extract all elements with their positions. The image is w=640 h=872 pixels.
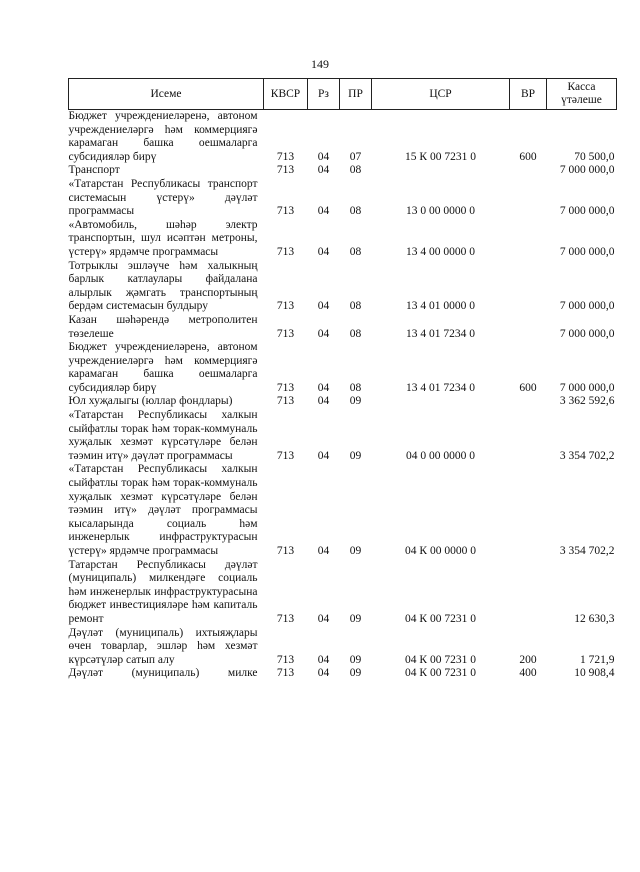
col-header-pr: ПР: [340, 79, 372, 110]
row-pr: 08: [349, 205, 362, 218]
row-rz: 04: [317, 653, 330, 666]
row-kvsr: 713: [276, 327, 295, 340]
row-pr: 08: [349, 245, 362, 258]
row-csr: 13 4 01 7234 0: [406, 381, 475, 394]
row-name: Транспорт: [68, 164, 120, 177]
row-name: Тотрыклы эшләүче һәм халыкның барлык катлаулары файдалана алырлык җәмгать транспортының бердәм системасын булдыру: [68, 259, 258, 313]
col-header-csr: ЦСР: [372, 79, 510, 110]
budget-table: [68, 78, 617, 681]
row-name: Дәүләт (муниципаль) ихтыяҗлары өчен товарлар, эшләр һәм хезмәт күрсәтүләр сатып алу: [68, 626, 258, 666]
row-csr: [372, 395, 510, 409]
row-csr: 04 0 00 0000 0: [406, 449, 475, 462]
row-csr: [372, 164, 510, 178]
table-row: [69, 559, 617, 627]
row-csr: 04 К 00 0000 0: [405, 545, 476, 557]
row-amount: 3 354 702,2: [559, 449, 615, 462]
row-pr: 09: [349, 545, 362, 557]
row-vr: 400: [519, 667, 537, 680]
table-row: [69, 314, 617, 341]
row-vr: [510, 178, 547, 219]
row-csr: 13 0 00 0000 0: [406, 205, 475, 218]
row-name: Юл хуҗалыгы (юллар фондлары): [68, 395, 233, 408]
row-kvsr: 713: [276, 667, 295, 680]
row-kvsr: 713: [276, 653, 295, 666]
row-amount: 3 354 702,2: [559, 545, 615, 557]
row-rz: 04: [317, 381, 330, 394]
row-rz: 04: [317, 545, 330, 557]
row-name: Дәүләт (муниципаль) милке: [68, 667, 258, 680]
row-vr: [510, 559, 547, 627]
table-row: [69, 395, 617, 409]
row-vr: 600: [519, 150, 537, 163]
table-row: [69, 463, 617, 558]
row-vr: [510, 164, 547, 178]
table-row: [69, 341, 617, 395]
col-header-rz: Рз: [308, 79, 340, 110]
row-vr: [510, 314, 547, 341]
row-pr: 09: [349, 449, 362, 462]
row-name: Казан шәһәрендә метрополитен төзелеше: [68, 313, 258, 340]
row-vr: [510, 409, 547, 463]
row-rz: 04: [317, 395, 330, 408]
row-pr: 09: [349, 667, 362, 680]
row-pr: 09: [349, 612, 362, 625]
row-rz: 04: [317, 205, 330, 218]
row-name: Бюджет учреждениеләренә, автоном учреждениеләргә һәм коммерциягә карамаган башка оешмаларга субсидияләр бирү: [68, 341, 258, 394]
row-vr: 600: [519, 381, 537, 394]
col-header-name: Исеме: [69, 79, 264, 110]
row-pr: 08: [349, 327, 362, 340]
row-rz: 04: [317, 612, 330, 625]
row-kvsr: 713: [276, 300, 295, 313]
row-amount: 7 000 000,0: [559, 381, 615, 394]
table-row: [69, 178, 617, 219]
row-csr: 13 4 01 7234 0: [406, 327, 475, 340]
table-row: [69, 409, 617, 463]
row-rz: 04: [317, 667, 330, 680]
row-vr: [510, 260, 547, 314]
row-kvsr: 713: [276, 150, 295, 163]
row-amount: 7 000 000,0: [559, 300, 615, 313]
row-amount: 10 908,4: [574, 667, 615, 680]
row-rz: 04: [317, 327, 330, 340]
row-csr: 04 К 00 7231 0: [405, 612, 476, 625]
row-vr: [510, 219, 547, 260]
row-vr: 200: [519, 653, 537, 666]
row-kvsr: 713: [276, 449, 295, 462]
page-number: 149: [311, 57, 329, 71]
row-csr: 13 4 00 0000 0: [406, 245, 475, 258]
row-pr: 09: [349, 653, 362, 666]
row-csr: 15 К 00 7231 0: [405, 150, 476, 163]
row-rz: 04: [317, 449, 330, 462]
table-row: [69, 164, 617, 178]
row-amount: 1 721,9: [580, 653, 615, 666]
row-name: «Татарстан Республикасы транспорт системасын үстерү» дәүләт программасы: [68, 177, 258, 218]
row-vr: [510, 395, 547, 409]
row-name: Татарстан Республикасы дәүләт (муниципаль) милкендәге социаль һәм инженерлык инфраструктурасына бюджет инвестицияләре һәм капиталь ремонт: [68, 558, 258, 625]
row-csr: 04 К 00 7231 0: [405, 653, 476, 666]
row-amount: 3 362 592,6: [559, 395, 615, 408]
table-row: [69, 219, 617, 260]
table-row: [69, 667, 617, 681]
row-name: «Татарстан Республикасы халкын сыйфатлы торак һәм торак-коммуналь хуҗалык хезмәт күрсәтүләре белән тәэмин итү» дәүләт программасы кысаларында социаль һәм инженерлык инфраструктурасын үстерү» ярдәмче программасы: [68, 463, 258, 557]
table-row: [69, 627, 617, 668]
row-rz: 04: [317, 150, 330, 163]
row-amount: 7 000 000,0: [559, 164, 615, 177]
row-amount: 7 000 000,0: [559, 205, 615, 218]
table-row: [69, 110, 617, 165]
row-amount: 7 000 000,0: [559, 327, 615, 340]
row-rz: 04: [317, 164, 330, 177]
table-row: [69, 260, 617, 314]
row-kvsr: 713: [276, 612, 295, 625]
row-csr: 13 4 01 0000 0: [406, 300, 475, 313]
row-name: «Автомобиль, шәһәр электр транспортын, шул исәптән метроны, үстерү» ярдәмче программасы: [68, 218, 258, 258]
col-header-amount: Касса үтәлеше: [547, 79, 617, 110]
col-header-vr: ВР: [510, 79, 547, 110]
row-name: Бюджет учреждениеләренә, автоном учреждениеләргә һәм коммерциягә карамаган башка оешмаларга субсидияләр бирү: [68, 110, 258, 163]
row-kvsr: 713: [276, 395, 295, 408]
row-pr: 08: [349, 381, 362, 394]
row-vr: [510, 463, 547, 558]
row-kvsr: 713: [276, 381, 295, 394]
row-pr: 08: [349, 164, 362, 177]
row-pr: 09: [349, 395, 362, 408]
row-amount: 12 630,3: [574, 612, 615, 625]
row-amount: 7 000 000,0: [559, 245, 615, 258]
col-header-kvsr: КВСР: [264, 79, 308, 110]
row-kvsr: 713: [276, 245, 295, 258]
row-kvsr: 713: [276, 164, 295, 177]
row-rz: 04: [317, 300, 330, 313]
row-csr: 04 К 00 7231 0: [405, 667, 476, 680]
row-pr: 08: [349, 300, 362, 313]
row-kvsr: 713: [276, 545, 295, 557]
row-name: «Татарстан Республикасы халкын сыйфатлы торак һәм торак-коммуналь хуҗалык хезмәт күрсәтүләре белән тәэмин итү» дәүләт программасы: [68, 409, 258, 462]
table-header: [69, 79, 617, 110]
row-rz: 04: [317, 245, 330, 258]
row-amount: 70 500,0: [574, 150, 615, 163]
row-pr: 07: [349, 150, 362, 163]
row-kvsr: 713: [276, 205, 295, 218]
